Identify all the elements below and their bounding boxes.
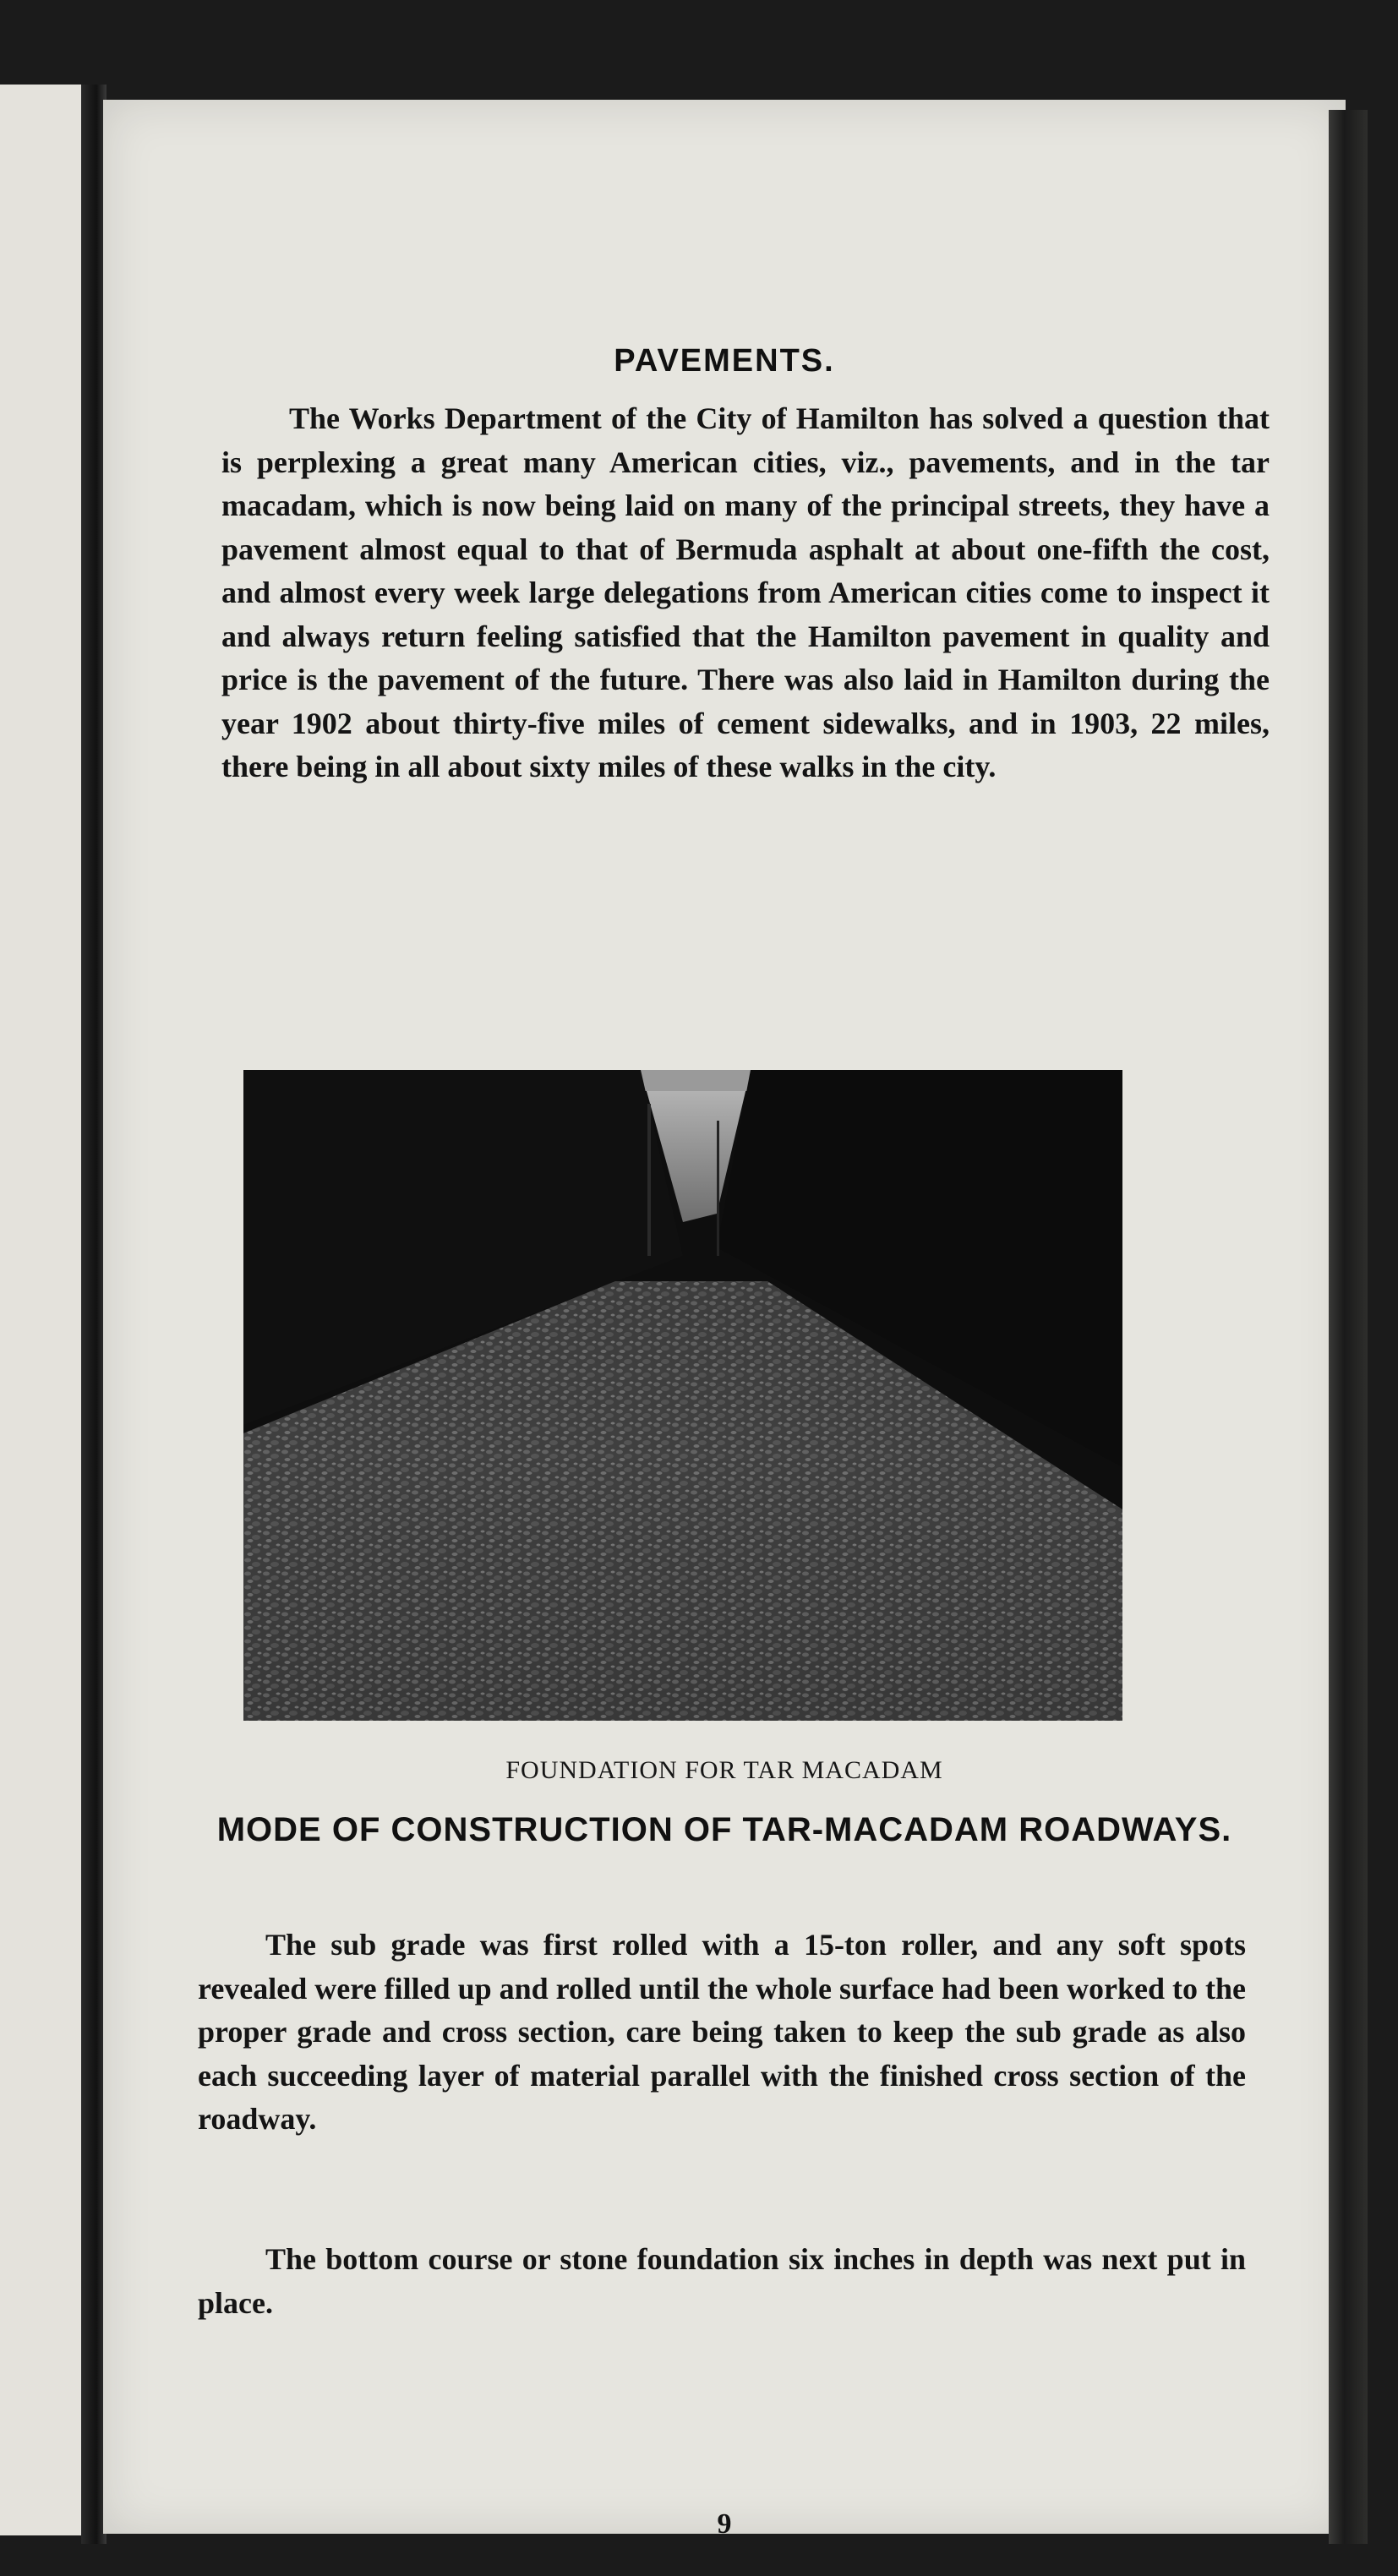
section-heading: MODE OF CONSTRUCTION OF TAR-MACADAM ROADWAYS. bbox=[216, 1811, 1232, 1848]
street-photo-image bbox=[243, 1070, 1122, 1721]
page-number: 9 bbox=[717, 2508, 732, 2540]
page-stack-edge bbox=[1329, 110, 1368, 2544]
photo-caption: FOUNDATION FOR TAR MACADAM bbox=[505, 1756, 943, 1784]
pavements-paragraph: The Works Department of the City of Hamilton has solved a question that is perplexing a great many American cities, viz., pavements, and in the tar macadam, which is now being laid on many of the principal streets, they have a pavement almost equal to that of Bermuda asphalt at about one-fifth the cost, and almost every week large delegations from American cities come to inspect it and always return feeling satisfied that the Hamilton pavement in quality and price is the pavement of the future. There was also laid in Hamilton during the year 1902 about thirty-five miles of cement sidewalks, and in 1903, 22 miles, there being in all about sixty miles of these walks in the city. bbox=[221, 401, 1270, 783]
street-photo bbox=[243, 1070, 1122, 1721]
book-page bbox=[103, 100, 1346, 2540]
foundation-paragraph: The bottom course or stone foundation six inches in depth was next put in place. bbox=[198, 2242, 1246, 2320]
previous-page-edge bbox=[0, 85, 88, 2535]
page-heading: PAVEMENTS. bbox=[614, 343, 835, 379]
construction-paragraph: The sub grade was first rolled with a 15-ton roller, and any soft spots revealed were filled up and rolled until the whole surface had been worked to the proper grade and cross section, care being taken to keep the sub grade as also each succeeding layer of material parallel with the finished cross section of the roadway. bbox=[198, 1928, 1246, 2136]
